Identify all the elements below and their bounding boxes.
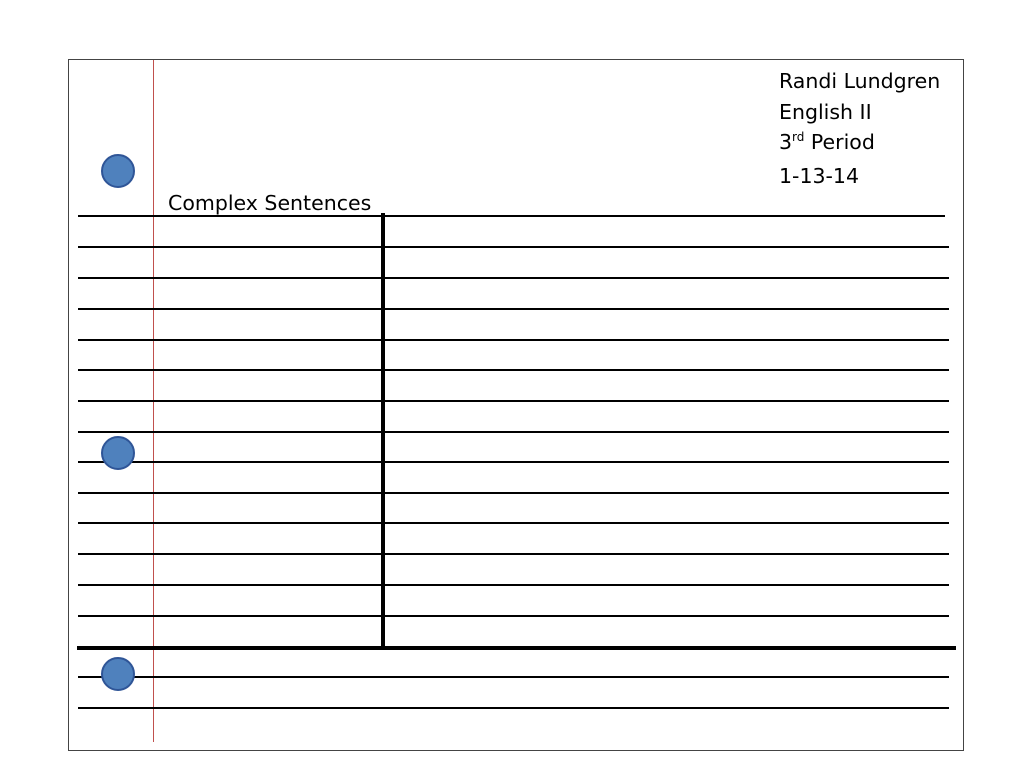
- ruled-line: [78, 707, 949, 709]
- summary-divider: [77, 646, 956, 650]
- ruled-line: [78, 492, 949, 494]
- punch-hole-bottom: [101, 657, 135, 691]
- ruled-line: [78, 615, 949, 617]
- class-period: [779, 127, 940, 161]
- ruled-line: [78, 461, 949, 463]
- column-divider: [381, 213, 385, 648]
- ruled-line: [78, 246, 949, 248]
- ruled-line: [78, 584, 949, 586]
- punch-hole-top: [101, 154, 135, 188]
- student-header: [779, 66, 940, 191]
- period-number: 3: [779, 130, 793, 154]
- notes-title: Complex Sentences: [168, 191, 372, 215]
- ruled-line: [78, 522, 949, 524]
- period-word: Period: [804, 130, 875, 154]
- ruled-line: [78, 400, 949, 402]
- ruled-line: [78, 369, 949, 371]
- ruled-line: [78, 676, 949, 678]
- ruled-line: [78, 277, 949, 279]
- date: 1-13-14: [779, 163, 860, 188]
- ruled-line: [78, 431, 949, 433]
- ruled-line: [78, 308, 949, 310]
- student-name: Randi Lundgren: [779, 69, 941, 93]
- ruled-line: [78, 553, 949, 555]
- punch-hole-middle: [101, 436, 135, 470]
- period-suffix: rd: [792, 130, 805, 144]
- ruled-line: [78, 339, 949, 341]
- course-name: English II: [779, 99, 872, 124]
